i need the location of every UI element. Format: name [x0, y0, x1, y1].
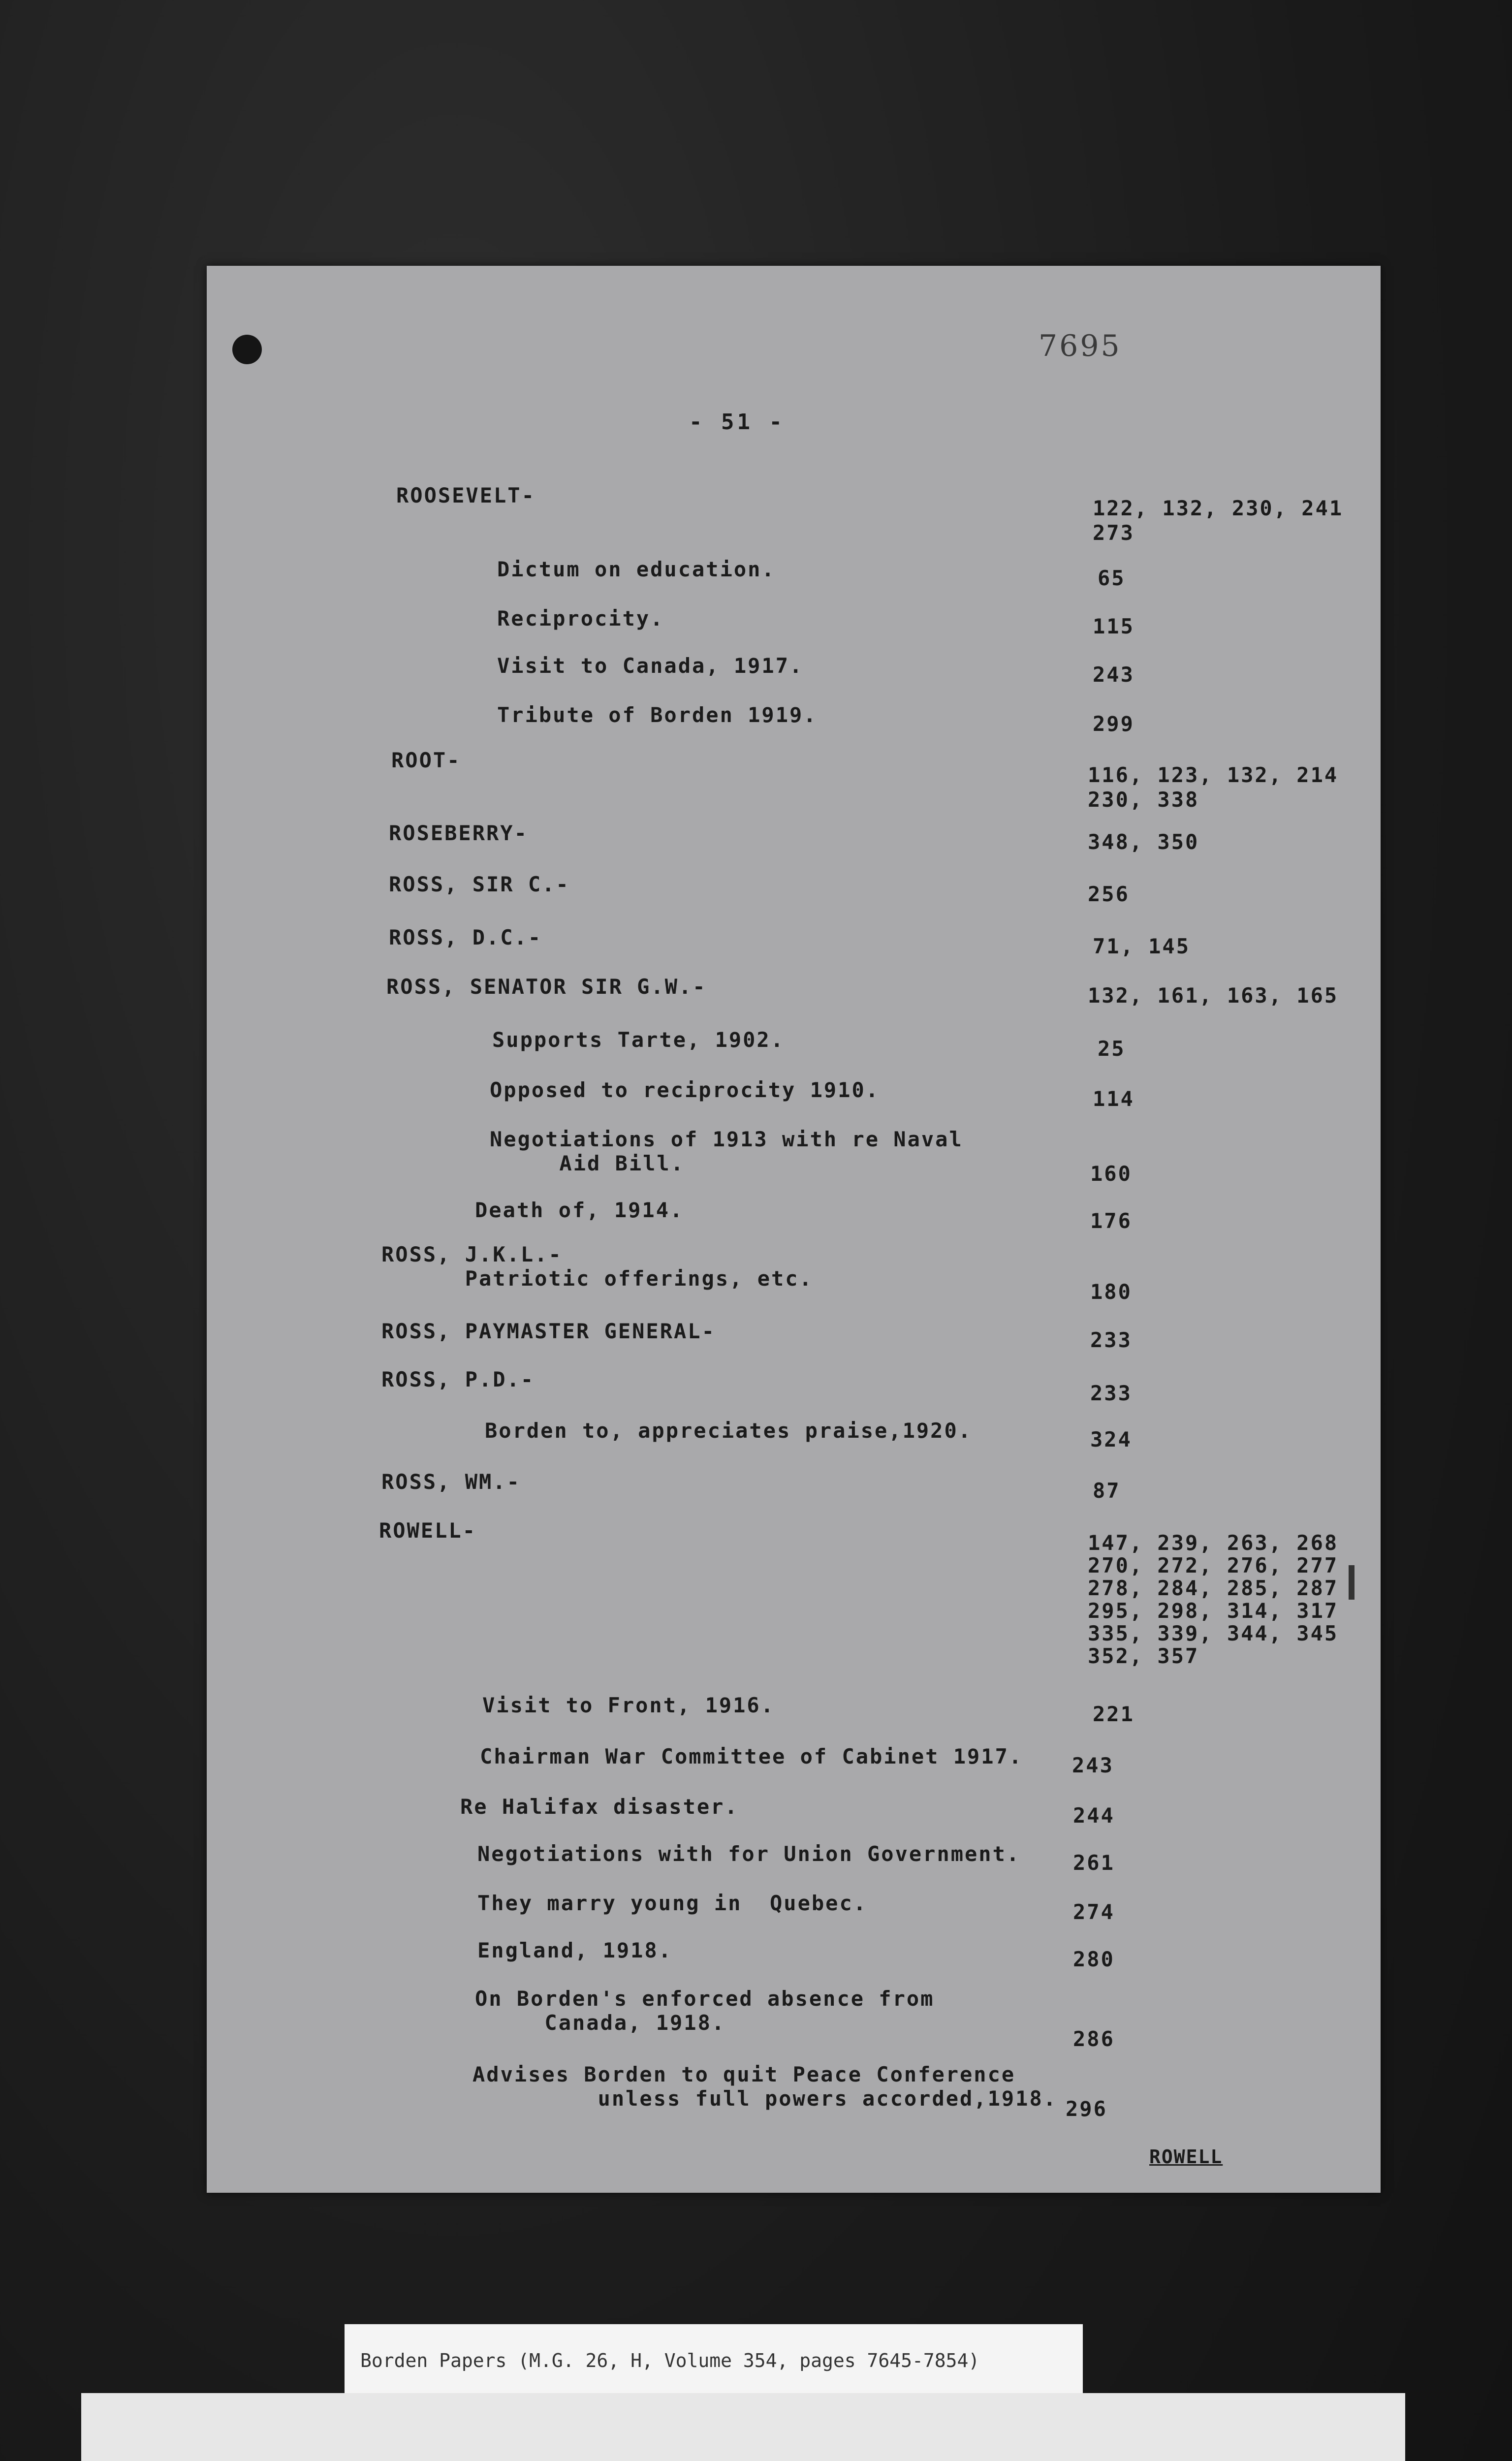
entry-pages: 160 — [1090, 1162, 1132, 1186]
reference-text: Borden Papers (M.G. 26, H, Volume 354, pages 7645-7854) — [360, 2350, 980, 2371]
entry-subitem: On Borden's enforced absence from Canada, 1918. — [475, 1987, 935, 2035]
entry-subitem: Death of, 1914. — [475, 1198, 684, 1222]
margin-mark — [1349, 1565, 1354, 1600]
entry-subitem: Borden to, appreciates praise,1920. — [485, 1419, 973, 1443]
entry-pages: 132, 161, 163, 165 — [1088, 983, 1339, 1008]
entry-pages: 243 — [1093, 663, 1134, 687]
entry-subitem: Advises Borden to quit Peace Conference unless full powers accorded,1918. — [472, 2062, 1058, 2111]
entry-ross-jkl: ROSS, J.K.L.- Patriotic offerings, etc. — [381, 1242, 813, 1291]
entry-pages: 233 — [1090, 1328, 1132, 1352]
entry-ross-pd: ROSS, P.D.- — [381, 1367, 535, 1391]
entry-pages: 180 — [1090, 1280, 1132, 1304]
entry-pages: 280 — [1073, 1947, 1115, 1971]
entry-pages: 115 — [1093, 614, 1134, 638]
entry-root-pages: 116, 123, 132, 214 230, 338 — [1088, 763, 1339, 812]
entry-pages: 176 — [1090, 1209, 1132, 1233]
entry-pages: 71, 145 — [1093, 934, 1191, 958]
entry-pages: 114 — [1093, 1087, 1134, 1111]
entry-rowell: ROWELL- — [379, 1518, 477, 1543]
entry-roseberry: ROSEBERRY- — [389, 821, 528, 845]
entry-pages: 274 — [1073, 1900, 1115, 1924]
entry-roosevelt-pages: 122, 132, 230, 241 273 — [1093, 496, 1344, 545]
punch-hole — [232, 335, 262, 364]
stamp-number: 7695 — [1039, 329, 1122, 363]
entry-subitem: Visit to Canada, 1917. — [497, 654, 804, 678]
entry-roosevelt: ROOSEVELT- — [396, 483, 536, 507]
entry-subitem: Re Halifax disaster. — [460, 1795, 739, 1819]
footer-reference: ROWELL — [1149, 2146, 1223, 2168]
entry-pages: 87 — [1093, 1479, 1121, 1503]
entry-subitem: They marry young in Quebec. — [477, 1891, 868, 1915]
entry-pages: 244 — [1073, 1803, 1115, 1828]
entry-subitem: Tribute of Borden 1919. — [497, 703, 818, 727]
entry-pages: 296 — [1066, 2097, 1107, 2121]
entry-ross-senator: ROSS, SENATOR SIR G.W.- — [386, 975, 707, 999]
reference-label — [345, 2324, 1083, 2397]
entry-pages: 243 — [1072, 1753, 1114, 1777]
entry-subitem: Reciprocity. — [497, 606, 664, 631]
entry-pages: 261 — [1073, 1851, 1115, 1875]
entry-rowell-pages: 147, 239, 263, 268 270, 272, 276, 277 278, 284, 285, 287 295, 298, 314, 317 335, 339, 344, 345 352, 357 — [1088, 1531, 1339, 1668]
entry-ross-sir-c: ROSS, SIR C.- — [389, 872, 570, 896]
entry-ross-paymaster: ROSS, PAYMASTER GENERAL- — [381, 1319, 716, 1343]
entry-pages: 324 — [1090, 1427, 1132, 1451]
entry-pages: 256 — [1088, 882, 1130, 906]
entry-subitem: Negotiations with for Union Government. — [477, 1842, 1021, 1866]
entry-pages: 348, 350 — [1088, 830, 1199, 854]
entry-pages: 221 — [1093, 1702, 1134, 1726]
archive-card — [81, 2393, 1405, 2461]
entry-subitem: Dictum on education. — [497, 557, 776, 581]
entry-pages: 25 — [1098, 1037, 1126, 1061]
entry-pages: 286 — [1073, 2027, 1115, 2051]
entry-subitem: Chairman War Committee of Cabinet 1917. — [480, 1744, 1023, 1768]
entry-pages: 299 — [1093, 712, 1134, 736]
page-number: - 51 - — [689, 410, 785, 435]
entry-pages: 65 — [1098, 566, 1126, 590]
entry-root: ROOT- — [391, 748, 461, 772]
document-page — [207, 266, 1381, 2193]
entry-ross-wm: ROSS, WM.- — [381, 1470, 521, 1494]
entry-subitem: Negotiations of 1913 with re Naval Aid Bill. — [490, 1127, 963, 1175]
entry-pages: 233 — [1090, 1381, 1132, 1405]
entry-subitem: Opposed to reciprocity 1910. — [490, 1078, 880, 1102]
entry-subitem: England, 1918. — [477, 1938, 673, 1962]
entry-subitem: Visit to Front, 1916. — [482, 1693, 775, 1717]
entry-ross-dc: ROSS, D.C.- — [389, 925, 542, 949]
entry-subitem: Supports Tarte, 1902. — [492, 1028, 785, 1052]
